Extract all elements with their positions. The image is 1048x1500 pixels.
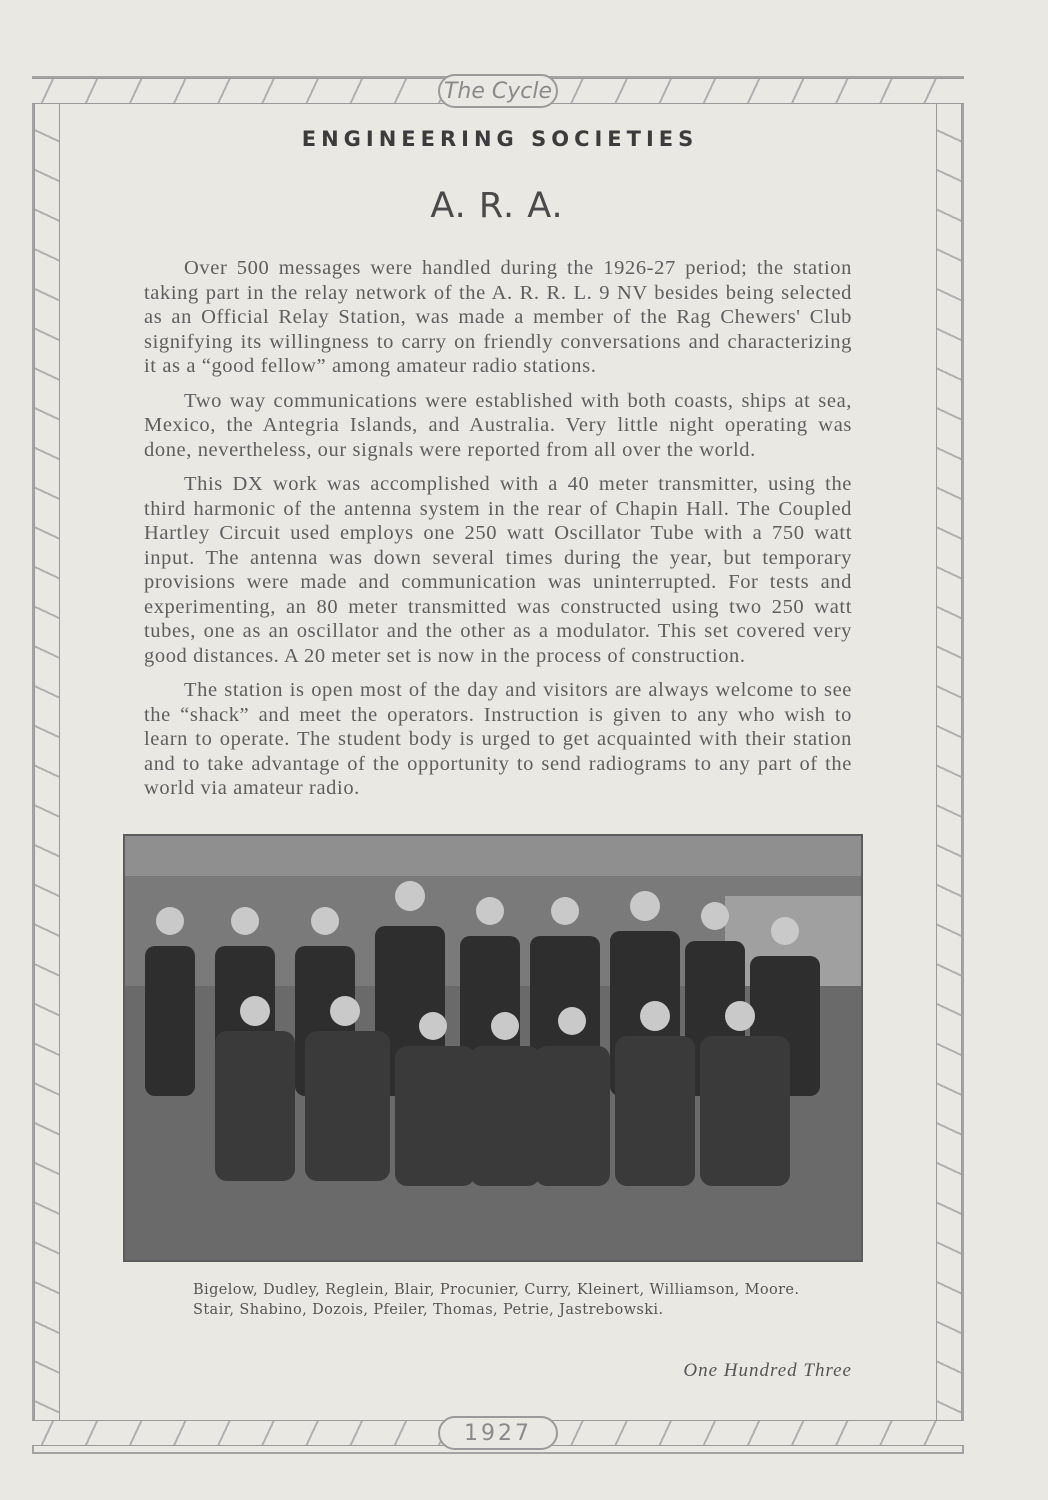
section-title: ENGINEERING SOCIETIES <box>301 127 699 151</box>
paragraph-3: This DX work was accomplished with a 40 meter transmitter, using the third harmonic of the antenna system in the rear of Chapin Hall. The Coupled Hartley Circuit used employs one 250 watt Oscillator Tube with a 750 watt input. The antenna was down several times during the year, but temporary provisions were made and communication was uninterrupted. For tests and experimenting, an 80 meter transmitted was constructed using two 250 watt tubes, one as an oscillator and the other as a modulator. This set covered very good distances. A 20 meter set is now in the process of construction. <box>144 473 852 667</box>
caption-line-2: Stair, Shabino, Dozois, Pfeiler, Thomas, Petrie, Jastrebowski. <box>193 1302 664 1318</box>
paragraph-4: The station is open most of the day and visitors are always welcome to see the “shack” and meet the operators. Instruction is given to any who wish to learn to operate. The student body is urged to get acquainted with their station and to take advantage of the opportunity to send radiograms to any part of the world via amateur radio. <box>144 679 852 799</box>
year-cartouche: 1927 <box>438 1416 558 1450</box>
paragraph-2: Two way communications were established with both coasts, ships at sea, Mexico, the Antegria Islands, and Australia. Very little night operating was done, nevertheless, our signals were reported from all over the world. <box>144 389 852 461</box>
group-photo-illustration <box>125 836 861 1260</box>
border-ornament-right <box>936 104 962 1420</box>
club-title: A. R. A. <box>430 186 564 226</box>
article-body <box>144 256 852 811</box>
border-ornament-left <box>34 104 60 1420</box>
paragraph-1: Over 500 messages were handled during the 1926-27 period; the station taking part in the relay network of the A. R. R. L. 9 NV besides being selected as an Official Relay Station, was made a member of the Rag Chewers' Club signifying its willingness to carry on friendly conversations and characterizing it as a “good fellow” among amateur radio stations. <box>144 257 852 377</box>
caption-line-1: Bigelow, Dudley, Reglein, Blair, Procunier, Curry, Kleinert, Williamson, Moore. <box>193 1282 800 1298</box>
running-title: The Cycle <box>438 74 558 108</box>
page-number: One Hundred Three <box>683 1360 852 1381</box>
group-photo <box>123 834 863 1262</box>
photo-caption <box>193 1280 833 1320</box>
